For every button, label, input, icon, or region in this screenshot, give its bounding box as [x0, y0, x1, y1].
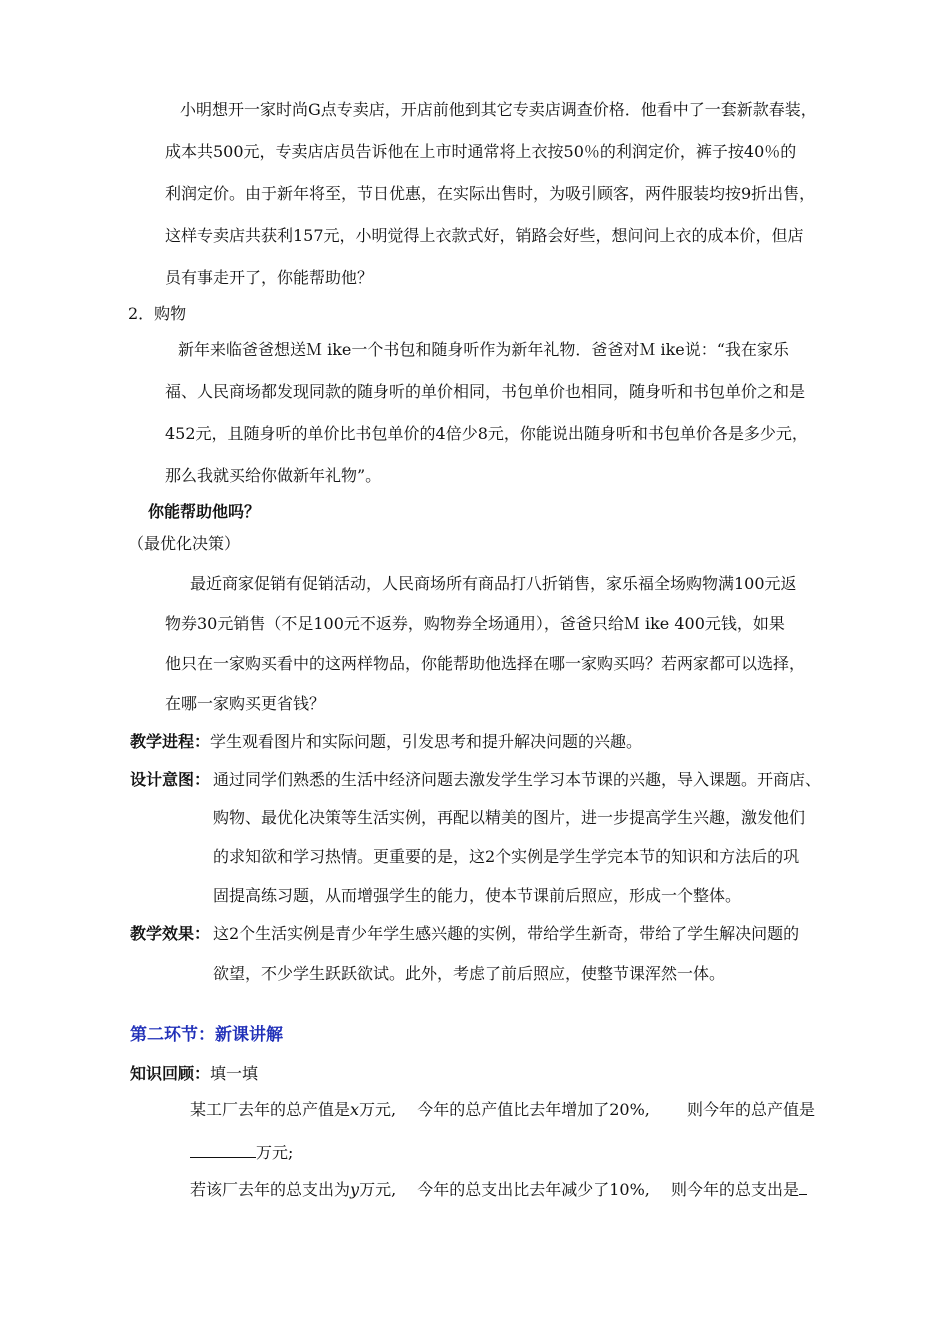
paragraph-line: 固提高练习题，从而增强学生的能力，使本节课前后照应，形成一个整体。 — [213, 886, 742, 905]
paragraph-line: 员有事走开了，你能帮助他？ — [165, 268, 374, 287]
question-text: 万元, 今年的总产值比去年增加了20%, 则今年的总产值是 — [359, 1100, 815, 1119]
question-line-1 — [190, 1100, 815, 1120]
decision-heading: （最优化决策） — [128, 534, 241, 553]
answer-blank[interactable] — [190, 1142, 256, 1158]
process-label: 教学进程： — [130, 732, 211, 751]
shopping-heading: 2．购物 — [128, 304, 187, 323]
paragraph-line: 新年来临爸爸想送Ｍ ike一个书包和随身听作为新年礼物．爸爸对Ｍ ike说：“我在家乐 — [178, 340, 789, 359]
paragraph-line: 物券30元销售（不足100元不返券，购物券全场通用），爸爸只给Ｍ ike 400元钱，如果 — [165, 614, 785, 633]
paragraph-line: 的求知欲和学习热情。更重要的是，这2个实例是学生学完本节的知识和方法后的巩 — [213, 847, 800, 866]
paragraph-line: 通过同学们熟悉的生活中经济问题去激发学生学习本节课的兴趣，导入课题。开商店、 — [213, 770, 822, 789]
variable-y: y — [350, 1180, 360, 1199]
paragraph-line: 这样专卖店共获利157元，小明觉得上衣款式好，销路会好些，想问问上衣的成本价，但店 — [165, 226, 804, 245]
intent-label: 设计意图： — [130, 770, 211, 789]
paragraph-line: 那么我就买给你做新年礼物”。 — [165, 466, 382, 485]
variable-x: x — [350, 1100, 360, 1119]
paragraph-line: 他只在一家购买看中的这两样物品，你能帮助他选择在哪一家购买吗？若两家都可以选择， — [165, 654, 806, 673]
process-text: 学生观看图片和实际问题，引发思考和提升解决问题的兴趣。 — [210, 732, 643, 751]
paragraph-line: 小明想开一家时尚G点专卖店，开店前他到其它专卖店调查价格．他看中了一套新款春装， — [180, 100, 817, 119]
shopping-question: 你能帮助他吗？ — [148, 502, 261, 521]
review-text: 填一填 — [210, 1064, 259, 1083]
effect-label: 教学效果： — [130, 924, 211, 943]
paragraph-line: 福、人民商场都发现同款的随身听的单价相同，书包单价也相同，随身听和书包单价之和是 — [165, 382, 806, 401]
question-text: 若该厂去年的总支出为 — [190, 1180, 351, 1199]
question-unit: 万元; — [256, 1143, 294, 1162]
paragraph-line: 利润定价。由于新年将至，节日优惠，在实际出售时，为吸引顾客，两件服装均按9折出售， — [165, 184, 816, 203]
paragraph-line: 最近商家促销有促销活动，人民商场所有商品打八折销售，家乐福全场购物满100元返 — [190, 574, 797, 593]
paragraph-line: 欲望，不少学生跃跃欲试。此外，考虑了前后照应，使整节课浑然一体。 — [213, 964, 726, 983]
review-label: 知识回顾： — [130, 1064, 211, 1083]
review-row — [130, 1064, 258, 1084]
paragraph-line: 购物、最优化决策等生活实例，再配以精美的图片，进一步提高学生兴趣，激发他们 — [213, 808, 806, 827]
paragraph-line: 成本共500元，专卖店店员告诉他在上市时通常将上衣按50％的利润定价，裤子按40％的 — [165, 142, 797, 161]
answer-blank[interactable] — [799, 1179, 807, 1195]
section-title: 第二环节：新课讲解 — [130, 1025, 283, 1045]
question-text: 某工厂去年的总产值是 — [190, 1100, 351, 1119]
question-text: 万元, 今年的总支出比去年减少了10%, 则今年的总支出是 — [359, 1180, 799, 1199]
paragraph-line: 452元，且随身听的单价比书包单价的4倍少8元，你能说出随身听和书包单价各是多少元， — [165, 424, 808, 443]
paragraph-line: 这2个生活实例是青少年学生感兴趣的实例，带给学生新奇，带给了学生解决问题的 — [213, 924, 800, 943]
paragraph-line: 在哪一家购买更省钱？ — [165, 694, 326, 713]
question-line-1-cont — [190, 1142, 293, 1163]
question-line-2 — [190, 1179, 807, 1200]
process-row — [130, 732, 642, 752]
